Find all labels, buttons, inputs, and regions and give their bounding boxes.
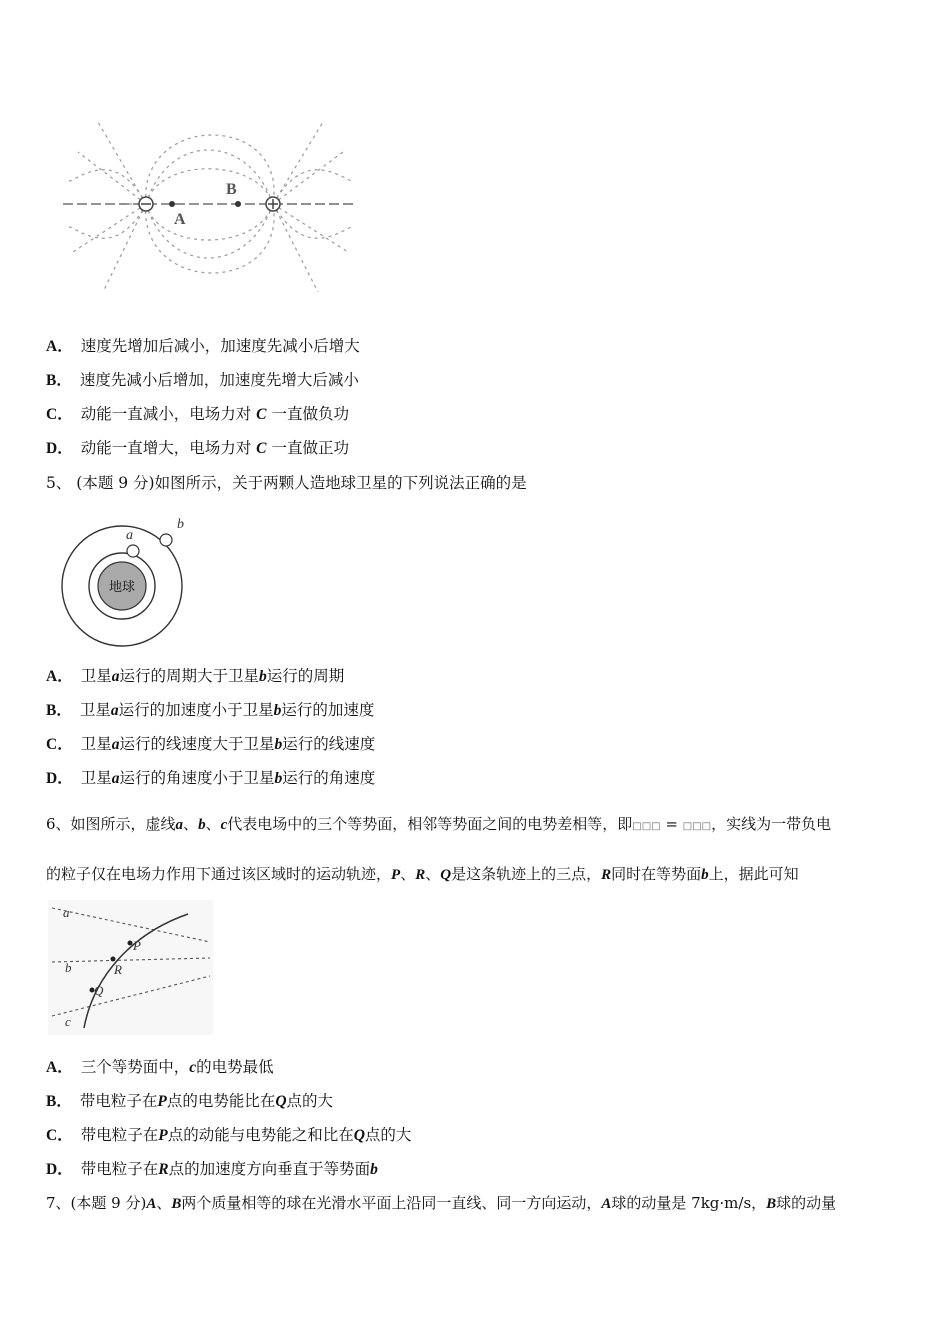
q5-option-d: D． 卫星a运行的角速度小于卫星b运行的角速度 — [46, 769, 376, 787]
q4-option-b: B． 速度先减小后增加，加速度先增大后减小 — [46, 371, 359, 389]
eq-label-b: b — [65, 960, 72, 975]
q6-stem-line2: 的粒子仅在电场力作用下通过该区域时的运动轨迹，P、R、Q是这条轨迹上的三点，R同时在等势面b上，据此可知 — [46, 865, 799, 883]
field-label-B: B — [226, 181, 237, 198]
q5-option-b: B． 卫星a运行的加速度小于卫星b运行的加速度 — [46, 701, 375, 719]
eq-label-a: a — [63, 905, 70, 920]
q6-stem-line1: 6、如图所示，虚线a、b、c代表电场中的三个等势面，相邻等势面之间的电势差相等，即□□□ = □□□，实线为一带负电 — [46, 815, 832, 833]
field-label-A: A — [174, 211, 186, 228]
q4-option-a: A． 速度先增加后减小，加速度先减小后增大 — [46, 337, 360, 355]
satellite-a-label: a — [126, 528, 133, 543]
field-lines-figure — [58, 112, 358, 297]
q6-option-a: A． 三个等势面中，c的电势最低 — [46, 1058, 274, 1076]
satellite-b-label: b — [177, 517, 184, 532]
q7-stem: 7、(本题 9 分)A、B两个质量相等的球在光滑水平面上沿同一直线、同一方向运动，A球的动量是 7kg·m/s，B球的动量 — [46, 1194, 837, 1212]
earth-label: 地球 — [108, 580, 136, 595]
q6-option-d: D． 带电粒子在R点的加速度方向垂直于等势面b — [46, 1160, 378, 1178]
q5-option-c: C． 卫星a运行的线速度大于卫星b运行的线速度 — [46, 735, 376, 753]
q4-option-c: C． 动能一直减小，电场力对 C 一直做负功 — [46, 405, 349, 423]
point-Q-label: Q — [94, 983, 104, 998]
q5-stem: 5、 (本题 9 分)如图所示，关于两颗人造地球卫星的下列说法正确的是 — [46, 474, 527, 492]
q4-option-d: D． 动能一直增大，电场力对 C 一直做正功 — [46, 439, 349, 457]
point-R-label: R — [114, 962, 122, 977]
eq-label-c: c — [65, 1014, 71, 1029]
formula-placeholder-left: □□□ — [632, 821, 661, 832]
q6-option-c: C． 带电粒子在P点的动能与电势能之和比在Q点的大 — [46, 1126, 412, 1144]
q5-option-a: A． 卫星a运行的周期大于卫星b运行的周期 — [46, 667, 345, 685]
point-P-label: P — [133, 938, 141, 953]
q6-option-b: B． 带电粒子在P点的电势能比在Q点的大 — [46, 1092, 334, 1110]
satellite-figure — [58, 512, 198, 647]
equipotential-figure — [48, 900, 213, 1035]
formula-placeholder-right: □□□ — [682, 821, 712, 832]
